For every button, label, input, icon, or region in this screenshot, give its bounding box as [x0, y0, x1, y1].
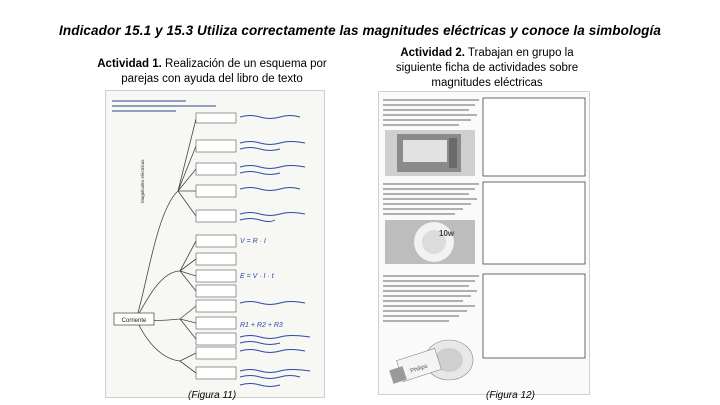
figure-11-caption: (Figura 11)	[188, 390, 237, 401]
activity-1-description: Realización de un esquema por parejas con ayuda del libro de texto	[121, 58, 327, 85]
activity-1-label: Actividad 1.	[97, 58, 162, 70]
photo-bulb	[385, 220, 475, 264]
worksheet-drawing	[379, 92, 589, 394]
figure-12-caption: (Figura 12)	[486, 390, 535, 401]
answer-box-3	[483, 274, 585, 358]
answer-box-1	[483, 98, 585, 176]
activity-2-label: Actividad 2.	[400, 47, 465, 59]
mind-map-drawing	[106, 91, 324, 397]
formula-ohm: V = R · I	[240, 238, 266, 245]
photo-cfl-lamp	[389, 340, 473, 384]
page-title: Indicador 15.1 y 15.3 Utiliza correctamente las magnitudes eléctricas y conoce la simbología	[59, 23, 661, 38]
figure-11-mind-map	[105, 90, 325, 398]
activity-2-description: Trabajan en grupo la siguiente ficha de actividades sobre magnitudes eléctricas	[395, 47, 579, 89]
activity-2-text	[378, 46, 596, 91]
activity-1-text	[82, 57, 342, 87]
central-node: Corriente	[121, 318, 147, 324]
photo-meter	[385, 130, 475, 176]
figure-12-worksheet	[378, 91, 590, 395]
branch-label: Magnitudes eléctricas	[140, 159, 145, 203]
formula-energy: E = V · I · t	[240, 273, 274, 280]
answer-box-2	[483, 182, 585, 264]
lamp-brand-text: Philips	[409, 363, 429, 375]
formula-resistors: R1 + R2 + R3	[240, 322, 283, 329]
bulb-watt-text: 10w	[439, 229, 455, 238]
